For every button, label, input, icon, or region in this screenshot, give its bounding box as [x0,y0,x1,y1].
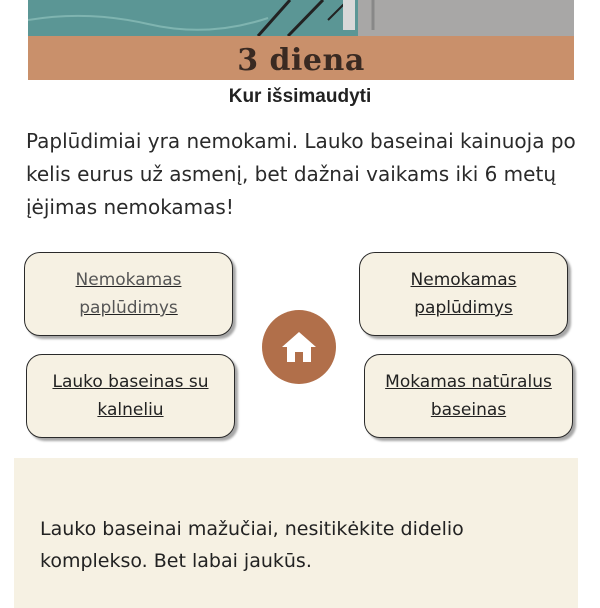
info-panel [14,458,578,608]
home-button[interactable] [262,310,336,384]
nav-free-beach-label-2: Nemokamas paplūdimys [410,270,517,318]
day-title: 3 diena [237,42,365,78]
nav-free-beach-label-1: Nemokamas paplūdimys [75,270,182,318]
nav-free-beach-button-2[interactable] [359,252,568,336]
nav-paid-natural-pool-button[interactable] [364,354,573,438]
hero-photo [28,0,574,36]
page-subtitle: Kur išsimaudyti [228,86,372,107]
nav-paid-natural-pool-label: Mokamas natūralus baseinas [385,372,552,420]
nav-outdoor-pool-slide-label: Lauko baseinas su kalneliu [52,372,209,420]
info-text: Lauko baseinai mažučiai, nesitikėkite didelio komplekso. Bet labai jaukūs. [40,518,464,572]
day-banner [28,36,574,80]
intro-text: Paplūdimiai yra nemokami. Lauko baseinai kainuoja po kelis eurus už asmenį, bet dažnai vaikams iki 6 metų įėjimas nemokamas! [26,129,576,219]
home-icon [280,330,318,364]
nav-outdoor-pool-slide-button[interactable] [26,354,235,438]
nav-free-beach-button-1[interactable] [24,252,233,336]
